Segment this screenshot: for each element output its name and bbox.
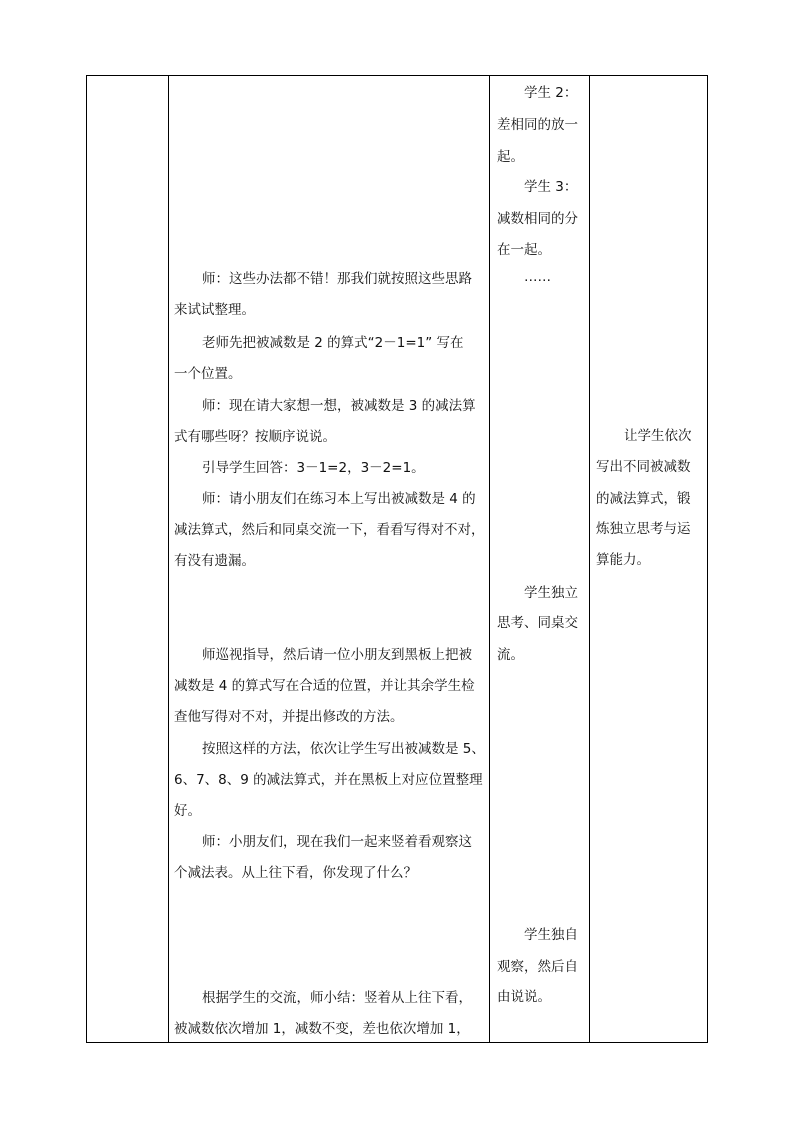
teacher-para-9-line-2: 被减数依次增加 1，减数不变，差也依次增加 1， bbox=[174, 1021, 470, 1037]
student-observe-line-2: 观察，然后自 bbox=[497, 959, 578, 975]
table-right-border bbox=[707, 75, 708, 1043]
teacher-para-3-line-1: 师：现在请大家想一想，被减数是 3 的减法算 bbox=[202, 398, 476, 414]
teacher-para-1-line-2: 来试试整理。 bbox=[174, 302, 255, 318]
teacher-para-9-line-1: 根据学生的交流，师小结：竖着从上往下看， bbox=[202, 990, 472, 1006]
student-observe-line-3: 由说说。 bbox=[497, 989, 551, 1005]
intent-line-3: 的减法算式，锻 bbox=[596, 491, 691, 507]
column-divider-2 bbox=[489, 75, 490, 1043]
column-divider-1 bbox=[168, 75, 169, 1043]
teacher-para-1-line-1: 师：这些办法都不错！那我们就按照这些思路 bbox=[202, 271, 472, 287]
teacher-para-5-line-1: 师：请小朋友们在练习本上写出被减数是 4 的 bbox=[202, 491, 476, 507]
table-left-border bbox=[86, 75, 87, 1043]
student-3-line-1: 减数相同的分 bbox=[497, 211, 578, 227]
column-divider-3 bbox=[589, 75, 590, 1043]
student-2-line-2: 起。 bbox=[497, 149, 524, 165]
intent-line-2: 写出不同被减数 bbox=[596, 459, 691, 475]
student-think-line-2: 思考、同桌交 bbox=[497, 615, 578, 631]
table-top-border bbox=[86, 75, 708, 76]
teacher-para-3-line-2: 式有哪些呀？按顺序说说。 bbox=[174, 429, 336, 445]
teacher-para-2-line-1: 老师先把被减数是 2 的算式“2－1=1” 写在 bbox=[202, 335, 464, 351]
student-think-line-3: 流。 bbox=[497, 647, 524, 663]
ellipsis-text: …… bbox=[524, 269, 551, 285]
teacher-para-5-line-2: 减法算式，然后和同桌交流一下，看看写得对不对， bbox=[174, 522, 485, 538]
teacher-para-2-line-2: 一个位置。 bbox=[174, 366, 242, 382]
teacher-para-5-line-3: 有没有遗漏。 bbox=[174, 553, 255, 569]
student-3-line-2: 在一起。 bbox=[497, 242, 551, 258]
teacher-para-6-line-3: 查他写得对不对，并提出修改的方法。 bbox=[174, 709, 404, 725]
intent-line-4: 炼独立思考与运 bbox=[596, 521, 691, 537]
teacher-para-8-line-1: 师：小朋友们，现在我们一起来竖着看观察这 bbox=[202, 834, 472, 850]
student-2-line-1: 差相同的放一 bbox=[497, 117, 578, 133]
teacher-para-7-line-3: 好。 bbox=[174, 803, 201, 819]
teacher-para-6-line-1: 师巡视指导，然后请一位小朋友到黑板上把被 bbox=[202, 647, 472, 663]
table-bottom-border bbox=[86, 1042, 708, 1043]
teacher-para-7-line-2: 6、7、8、9 的减法算式，并在黑板上对应位置整理 bbox=[174, 772, 483, 788]
student-3-heading: 学生 3： bbox=[524, 179, 578, 195]
teacher-para-6-line-2: 减数是 4 的算式写在合适的位置，并让其余学生检 bbox=[174, 678, 475, 694]
student-observe-line-1: 学生独自 bbox=[524, 927, 578, 943]
student-think-line-1: 学生独立 bbox=[524, 585, 578, 601]
teacher-para-4-line-1: 引导学生回答：3－1=2，3－2=1。 bbox=[202, 460, 425, 476]
teacher-para-7-line-1: 按照这样的方法，依次让学生写出被减数是 5、 bbox=[202, 741, 485, 757]
intent-line-1: 让学生依次 bbox=[624, 428, 692, 444]
teacher-para-8-line-2: 个减法表。从上往下看，你发现了什么？ bbox=[174, 865, 417, 881]
student-2-heading: 学生 2： bbox=[524, 85, 578, 101]
intent-line-5: 算能力。 bbox=[596, 552, 650, 568]
